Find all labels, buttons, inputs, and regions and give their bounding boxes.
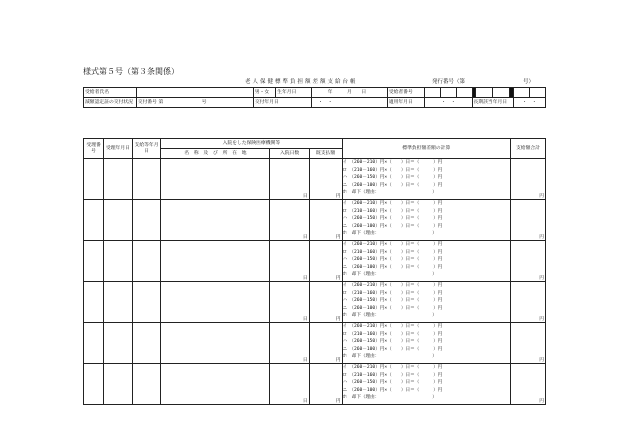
calc-cell[interactable] [342, 159, 510, 200]
payment-date-cell[interactable] [132, 241, 161, 282]
total-unit: 円 [539, 357, 544, 363]
name-field[interactable] [136, 88, 253, 98]
calc-line: ハ （260－150）円×（ ）日＝（ ）円 [342, 298, 443, 304]
payment-date-cell[interactable] [132, 323, 161, 364]
ledger-row [84, 282, 546, 323]
total-unit: 円 [539, 316, 544, 322]
calc-line: ハ （260－150）円×（ ）日＝（ ）円 [342, 380, 443, 386]
calc-line: ロ （210－160）円×（ ）日＝（ ）円 [342, 331, 443, 337]
col-hospital-group: 入院をした保険医療機関等 [161, 139, 342, 149]
long-term-field[interactable] [513, 98, 545, 108]
ledger-row [84, 159, 546, 200]
calc-line: ニ （260－100）円×（ ）日＝（ ）円 [342, 264, 443, 270]
receipt-date-cell[interactable] [104, 323, 133, 364]
days-unit: 日 [302, 275, 308, 281]
header-row-1 [84, 88, 546, 98]
hospital-name-cell[interactable] [161, 241, 270, 282]
paid-cell[interactable] [309, 159, 342, 200]
cert-status-label: 減額認定証の交付状況 [84, 98, 137, 108]
header-row-2 [84, 98, 546, 108]
calc-line: イ （260－210）円×（ ）日＝（ ）円 [342, 242, 443, 247]
calc-line: ニ （260－100）円×（ ）日＝（ ）円 [342, 346, 443, 352]
calc-line: ハ （260－150）円×（ ）日＝（ ）円 [342, 339, 443, 345]
paid-unit: 円 [335, 398, 341, 404]
receipt-date-cell[interactable] [104, 282, 133, 323]
calc-line: ロ （210－160）円×（ ）日＝（ ）円 [342, 208, 443, 214]
apply-date-label: 適用年月日 [387, 98, 425, 108]
total-cell[interactable] [511, 159, 546, 200]
recipient-no-box-1[interactable] [425, 88, 441, 98]
col-hospital-name: 名 称 及 び 所 在 地 [161, 149, 270, 159]
calc-line: ロ （210－160）円×（ ）日＝（ ）円 [342, 290, 443, 296]
days-unit: 日 [302, 398, 308, 404]
col-payment-date: 支給等年月日 [132, 139, 161, 159]
days-cell[interactable] [270, 282, 309, 323]
receipt-no-cell[interactable] [84, 241, 104, 282]
paid-cell[interactable] [309, 364, 342, 405]
calc-line: イ （260－210）円×（ ）日＝（ ）円 [342, 201, 443, 206]
year-label: 年 [327, 89, 333, 95]
total-cell[interactable] [511, 364, 546, 405]
sex-field[interactable]: 男・女 [253, 88, 275, 98]
receipt-date-cell[interactable] [104, 200, 133, 241]
recipient-header-table [83, 87, 546, 108]
receipt-no-cell[interactable] [84, 200, 104, 241]
col-receipt-date: 受理年月日 [104, 139, 133, 159]
form-title: 様式第５号（第３条関係） [83, 67, 179, 76]
calc-line: ニ （260－100）円×（ ）日＝（ ）円 [342, 182, 443, 188]
total-cell[interactable] [511, 282, 546, 323]
paid-cell[interactable] [309, 241, 342, 282]
calc-line: イ （260－210）円×（ ）日＝（ ）円 [342, 283, 443, 288]
calc-line: ロ （210－160）円×（ ）日＝（ ）円 [342, 372, 443, 378]
apply-date-field[interactable] [425, 98, 472, 108]
col-receipt-no: 受理番号 [84, 139, 104, 159]
hospital-name-cell[interactable] [161, 282, 270, 323]
calc-line: ロ （210－160）円×（ ）日＝（ ）円 [342, 249, 443, 255]
col-days: 入院日数 [270, 149, 309, 159]
calc-line: ハ （260－150）円×（ ）日＝（ ）円 [342, 257, 443, 263]
apply-date-dots: ・ ・ [441, 99, 456, 105]
calc-line: ニ （260－100）円×（ ）日＝（ ）円 [342, 387, 443, 393]
long-term-label: 長期該当年月日 [472, 98, 513, 108]
paid-cell[interactable] [309, 200, 342, 241]
calc-line: ホ 却下（理由： ） [342, 313, 437, 319]
total-cell[interactable] [511, 241, 546, 282]
document-title: 老人保健標準負担額差額支給台帳 [245, 79, 358, 85]
receipt-date-cell[interactable] [104, 241, 133, 282]
calc-line: ホ 却下（理由： ） [342, 272, 437, 278]
calc-line: ホ 却下（理由： ） [342, 354, 437, 360]
total-unit: 円 [539, 398, 544, 404]
calc-line: ホ 却下（理由： ） [342, 395, 437, 401]
days-cell[interactable] [270, 323, 309, 364]
col-calc: 標準負担額差額の計算 [342, 139, 510, 159]
days-cell[interactable] [270, 241, 309, 282]
hospital-name-cell[interactable] [161, 323, 270, 364]
ledger-row [84, 364, 546, 405]
payment-date-cell[interactable] [132, 364, 161, 405]
calc-cell[interactable] [342, 282, 510, 323]
hospital-name-cell[interactable] [161, 159, 270, 200]
calc-line: ニ （260－100）円×（ ）日＝（ ）円 [342, 305, 443, 311]
issue-no-prefix: 第 [158, 99, 164, 105]
go-label: 号 [201, 99, 207, 105]
col-paid: 既支払額 [309, 149, 342, 159]
calc-line: イ （260－210）円×（ ）日＝（ ）円 [342, 365, 443, 370]
ledger-row [84, 241, 546, 282]
calc-line: ロ （210－160）円×（ ）日＝（ ）円 [342, 167, 443, 173]
receipt-no-cell[interactable] [84, 323, 104, 364]
issue-suffix: 号） [523, 79, 535, 85]
calc-line: ホ 却下（理由： ） [342, 190, 437, 196]
long-term-dots: ・ ・ [522, 99, 537, 105]
day-label: 日 [361, 89, 367, 95]
dob-label: 生年月日 [276, 88, 312, 98]
issue-no-label: 交付番号 [137, 99, 157, 105]
issue-date-label: 交付年月日 [253, 98, 312, 108]
issue-label: 発行番号（第 [432, 79, 466, 85]
issue-date-dots: ・ ・ [318, 99, 333, 105]
total-unit: 円 [539, 234, 544, 240]
month-label: 月 [346, 89, 352, 95]
ledger-row [84, 323, 546, 364]
total-unit: 円 [539, 275, 544, 281]
receipt-date-cell[interactable] [104, 364, 133, 405]
col-total: 支給額合計 [511, 139, 546, 159]
calc-line: ハ （260－150）円×（ ）日＝（ ）円 [342, 216, 443, 222]
calc-line: ニ （260－100）円×（ ）日＝（ ）円 [342, 223, 443, 229]
paid-cell[interactable] [309, 323, 342, 364]
days-cell[interactable] [270, 200, 309, 241]
issue-no-cell[interactable] [136, 98, 253, 108]
days-unit: 日 [302, 193, 308, 199]
paid-unit: 円 [335, 357, 341, 363]
calc-line: ハ （260－150）円×（ ）日＝（ ）円 [342, 175, 443, 181]
paid-unit: 円 [335, 316, 341, 322]
receipt-date-cell[interactable] [104, 159, 133, 200]
receipt-no-cell[interactable] [84, 159, 104, 200]
total-unit: 円 [539, 193, 544, 199]
receipt-no-cell[interactable] [84, 364, 104, 405]
calc-cell[interactable] [342, 323, 510, 364]
paid-unit: 円 [335, 234, 341, 240]
recipient-no-box-9[interactable] [529, 88, 545, 98]
calc-line: ホ 却下（理由： ） [342, 231, 437, 237]
recipient-no-label: 受給者番号 [387, 88, 425, 98]
days-unit: 日 [302, 357, 308, 363]
ledger-table [83, 138, 546, 405]
hospital-name-cell[interactable] [161, 200, 270, 241]
total-cell[interactable] [511, 200, 546, 241]
days-cell[interactable] [270, 364, 309, 405]
calc-cell[interactable] [342, 364, 510, 405]
paid-unit: 円 [335, 275, 341, 281]
calc-cell[interactable] [342, 241, 510, 282]
calc-cell[interactable] [342, 200, 510, 241]
days-unit: 日 [302, 316, 308, 322]
days-cell[interactable] [270, 159, 309, 200]
paid-unit: 円 [335, 193, 341, 199]
payment-date-cell[interactable] [132, 282, 161, 323]
recipient-no-box-3[interactable] [456, 88, 472, 98]
total-cell[interactable] [511, 323, 546, 364]
recipient-no-box-8[interactable] [513, 88, 529, 98]
ledger-row [84, 200, 546, 241]
days-unit: 日 [302, 234, 308, 240]
issue-number [432, 77, 534, 85]
column-header-row-1 [84, 139, 546, 149]
name-label: 受給者氏名 [84, 88, 137, 98]
dob-field[interactable] [312, 88, 387, 98]
paid-cell[interactable] [309, 282, 342, 323]
hospital-name-cell[interactable] [161, 364, 270, 405]
issue-date-field[interactable] [312, 98, 387, 108]
recipient-no-box-5[interactable] [476, 88, 493, 98]
receipt-no-cell[interactable] [84, 282, 104, 323]
payment-date-cell[interactable] [132, 159, 161, 200]
calc-line: イ （260－210）円×（ ）日＝（ ）円 [342, 324, 443, 329]
payment-date-cell[interactable] [132, 200, 161, 241]
recipient-no-box-2[interactable] [441, 88, 457, 98]
calc-line: イ （260－210）円×（ ）日＝（ ）円 [342, 160, 443, 165]
recipient-no-box-6[interactable] [493, 88, 510, 98]
